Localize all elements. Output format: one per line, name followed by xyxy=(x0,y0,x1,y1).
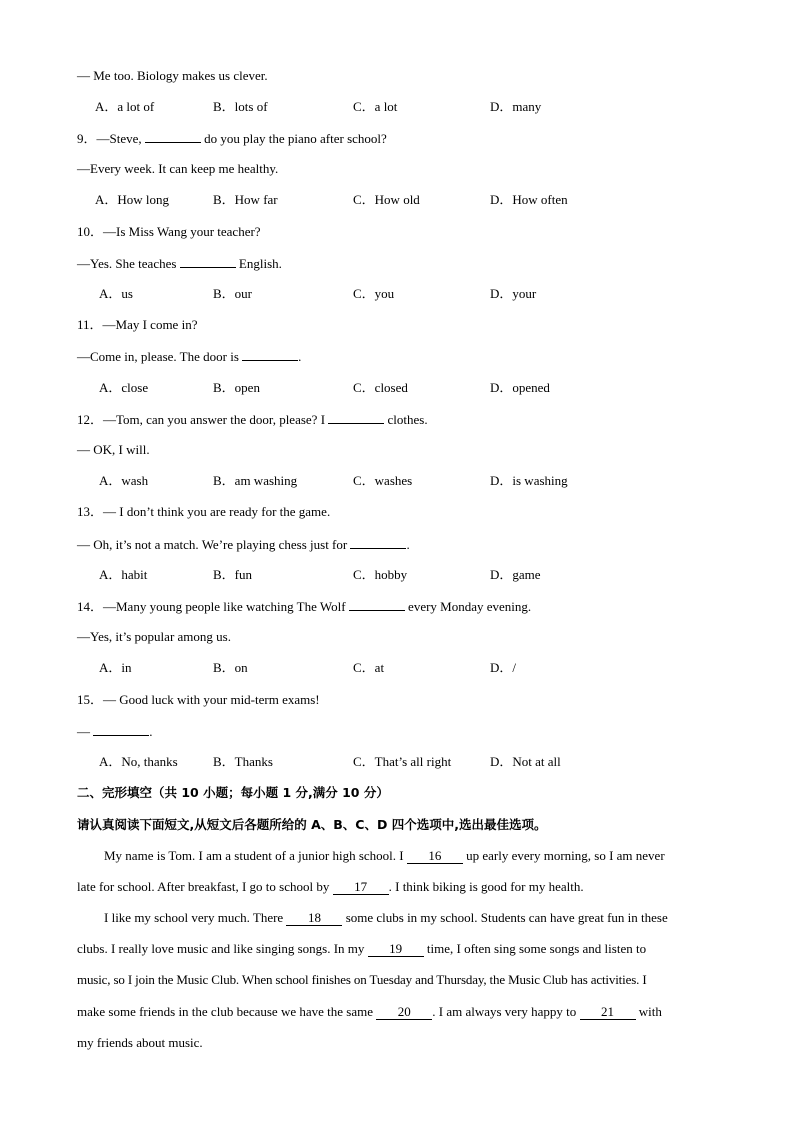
q11-suffix: . xyxy=(298,349,302,364)
passage-text: with xyxy=(635,1004,662,1019)
q8-answer-text: — Me too. Biology makes us clever. xyxy=(77,68,268,83)
q10-question-text: 10．—Is Miss Wang your teacher? xyxy=(77,224,261,239)
q9-blank xyxy=(145,128,201,143)
passage-text: up early every morning, so I am never xyxy=(462,848,665,863)
q8-options xyxy=(77,97,734,117)
q11-question-line xyxy=(77,315,734,335)
q14-option-c[interactable]: C．at xyxy=(353,660,385,675)
q12-option-c[interactable]: C．washes xyxy=(353,473,413,488)
q12-answer-line xyxy=(77,440,734,460)
passage-text: clubs. I really love music and like singing songs. In my xyxy=(77,941,368,956)
q9-question-line xyxy=(77,128,734,148)
q13-blank xyxy=(350,534,406,549)
q15-question-text: 15．— Good luck with your mid-term exams! xyxy=(77,692,320,707)
passage-text: late for school. After breakfast, I go to school by xyxy=(77,879,333,894)
q10-option-b[interactable]: B．our xyxy=(213,286,253,301)
q15-prefix: — xyxy=(77,724,94,739)
q10-option-c[interactable]: C．you xyxy=(353,286,395,301)
q8-option-d[interactable]: D．many xyxy=(490,99,542,114)
q8-option-b[interactable]: B．lots of xyxy=(213,99,268,114)
blank-21[interactable]: 21 xyxy=(580,1004,636,1020)
q13-question-text: 13．— I don’t think you are ready for the game. xyxy=(77,504,331,519)
passage-text: make some friends in the club because we have the same xyxy=(77,1004,377,1019)
q9-prefix: 9．—Steve, xyxy=(77,131,145,146)
q13-option-d[interactable]: D．game xyxy=(490,567,541,582)
passage-text: my friends about music. xyxy=(77,1035,203,1050)
q13-option-c[interactable]: C．hobby xyxy=(353,567,408,582)
passage-line xyxy=(77,970,734,990)
q10-option-a[interactable]: A．us xyxy=(99,286,133,301)
q9-option-a[interactable]: A．How long xyxy=(95,192,170,207)
q9-option-c[interactable]: C．How old xyxy=(353,192,420,207)
q13-option-a[interactable]: A．habit xyxy=(99,567,148,582)
q15-option-b[interactable]: B．Thanks xyxy=(213,754,273,769)
q13-prefix: — Oh, it’s not a match. We’re playing chess just for xyxy=(77,537,351,552)
q14-blank xyxy=(349,596,405,611)
q11-option-c[interactable]: C．closed xyxy=(353,380,408,395)
q12-question-line xyxy=(77,409,734,429)
passage-text: music, so I join the Music Club. When school finishes on Tuesday and Thursday, the Music Club has activities. I xyxy=(77,972,647,987)
q10-suffix: English. xyxy=(235,256,282,271)
section-title-text: 二、完形填空（共 10 小题；每小题 1 分,满分 10 分） xyxy=(77,785,389,800)
q14-prefix: 14．—Many young people like watching The Wolf xyxy=(77,599,349,614)
passage-line xyxy=(77,1033,734,1053)
q9-answer-line xyxy=(77,159,734,179)
q11-option-b[interactable]: B．open xyxy=(213,380,260,395)
q10-question-line xyxy=(77,222,734,242)
blank-19[interactable]: 19 xyxy=(368,941,424,957)
blank-16[interactable]: 16 xyxy=(407,848,463,864)
q15-suffix: . xyxy=(149,724,153,739)
q15-options xyxy=(77,752,734,772)
section-instruction xyxy=(77,815,734,835)
passage-text: time, I often sing some songs and listen to xyxy=(423,941,647,956)
section-title xyxy=(77,783,734,803)
q15-answer-line xyxy=(77,721,734,741)
blank-20[interactable]: 20 xyxy=(376,1004,432,1020)
q14-question-line xyxy=(77,596,734,616)
q15-option-c[interactable]: C．That’s all right xyxy=(353,754,452,769)
q13-option-b[interactable]: B．fun xyxy=(213,567,253,582)
q11-option-d[interactable]: D．opened xyxy=(490,380,550,395)
q11-answer-line xyxy=(77,346,734,366)
q13-answer-line xyxy=(77,534,734,554)
q9-option-b[interactable]: B．How far xyxy=(213,192,278,207)
q9-options xyxy=(77,190,734,210)
q9-answer-text: —Every week. It can keep me healthy. xyxy=(77,161,279,176)
passage-text: My name is Tom. I am a student of a junior high school. I xyxy=(104,848,407,863)
q14-option-d[interactable]: D．/ xyxy=(490,660,517,675)
q10-options xyxy=(77,284,734,304)
passage-line xyxy=(77,939,734,959)
q13-question-line xyxy=(77,502,734,522)
q12-options xyxy=(77,471,734,491)
q12-prefix: 12．—Tom, can you answer the door, please? I xyxy=(77,412,329,427)
q13-suffix: . xyxy=(406,537,410,552)
q8-option-a[interactable]: A．a lot of xyxy=(95,99,155,114)
q8-option-c[interactable]: C．a lot xyxy=(353,99,398,114)
q13-options xyxy=(77,565,734,585)
q12-option-d[interactable]: D．is washing xyxy=(490,473,568,488)
q14-suffix: every Monday evening. xyxy=(404,599,532,614)
q9-option-d[interactable]: D．How often xyxy=(490,192,568,207)
q8-answer-line xyxy=(77,66,734,86)
q9-suffix: do you play the piano after school? xyxy=(200,131,387,146)
q11-prefix: —Come in, please. The door is xyxy=(77,349,243,364)
passage-line xyxy=(104,908,734,928)
passage-line xyxy=(77,877,734,897)
q12-option-a[interactable]: A．wash xyxy=(99,473,149,488)
passage-text: I like my school very much. There xyxy=(104,910,287,925)
q12-answer-text: — OK, I will. xyxy=(77,442,150,457)
q15-blank xyxy=(93,721,149,736)
q10-prefix: —Yes. She teaches xyxy=(77,256,180,271)
q15-option-a[interactable]: A．No, thanks xyxy=(99,754,178,769)
q10-blank xyxy=(180,253,236,268)
passage-text: . I am always very happy to xyxy=(432,1004,580,1019)
q10-answer-line xyxy=(77,253,734,273)
passage-line xyxy=(104,846,734,866)
q12-blank xyxy=(328,409,384,424)
passage-line xyxy=(77,1002,734,1022)
q14-option-a[interactable]: A．in xyxy=(99,660,132,675)
q14-answer-text: —Yes, it’s popular among us. xyxy=(77,629,231,644)
q11-options xyxy=(77,378,734,398)
blank-17[interactable]: 17 xyxy=(333,879,389,895)
q11-question-text: 11．—May I come in? xyxy=(77,317,198,332)
passage-text: some clubs in my school. Students can have great fun in these xyxy=(342,910,668,925)
q14-options xyxy=(77,658,734,678)
q11-blank xyxy=(242,346,298,361)
q14-answer-line xyxy=(77,627,734,647)
q10-option-d[interactable]: D．your xyxy=(490,286,537,301)
blank-18[interactable]: 18 xyxy=(286,910,342,926)
q15-question-line xyxy=(77,690,734,710)
q11-option-a[interactable]: A．close xyxy=(99,380,149,395)
passage-text: . I think biking is good for my health. xyxy=(388,879,584,894)
section-instruction-text: 请认真阅读下面短文,从短文后各题所给的 A、B、C、D 四个选项中,选出最佳选项。 xyxy=(77,817,547,832)
q14-option-b[interactable]: B．on xyxy=(213,660,248,675)
q15-option-d[interactable]: D．Not at all xyxy=(490,754,561,769)
q12-suffix: clothes. xyxy=(384,412,428,427)
q12-option-b[interactable]: B．am washing xyxy=(213,473,298,488)
